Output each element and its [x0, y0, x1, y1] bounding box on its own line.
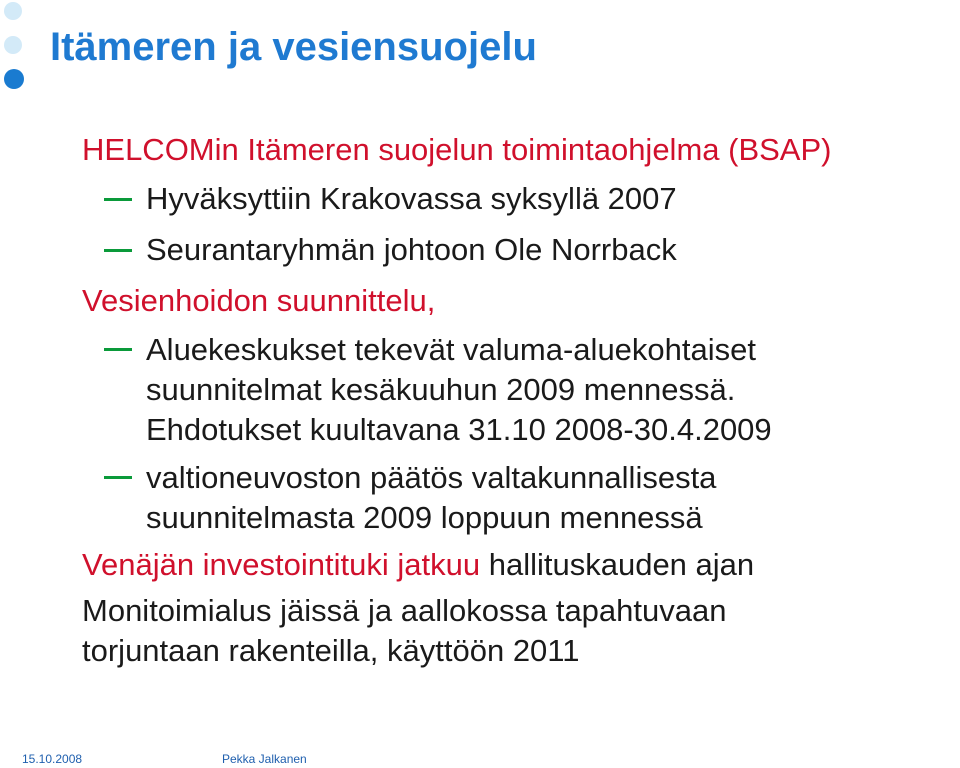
bullet-monitoimialus-line1: Monitoimialus jäissä ja aallokossa tapahtuvaan: [82, 593, 727, 628]
sub-bullet-aluekeskukset-line1: Aluekeskukset tekevät valuma-aluekohtaiset: [146, 332, 756, 367]
footer-date: 15.10.2008: [22, 752, 83, 766]
bullet-vesienhoito: Vesienhoidon suunnittelu,: [82, 283, 436, 318]
sub-bullet-norrback: Seurantaryhmän johtoon Ole Norrback: [146, 232, 677, 267]
sub-bullet-valtioneuvosto-line1: valtioneuvoston päätös valtakunnallisesta: [146, 460, 717, 495]
light-dot-icon: [4, 2, 22, 20]
light-dot-icon: [4, 36, 22, 54]
bullet-venaja-rest: hallituskauden ajan: [480, 547, 755, 582]
footer-author: Pekka Jalkanen: [222, 752, 307, 766]
dash-bullet-icon: [104, 476, 132, 479]
slide-title: Itämeren ja vesiensuojelu: [50, 25, 537, 69]
sub-bullet-valtioneuvosto-line2: suunnitelmasta 2009 loppuun mennessä: [146, 500, 703, 535]
bullet-venaja: [82, 545, 754, 585]
dash-bullet-icon: [104, 348, 132, 351]
dash-bullet-icon: [104, 249, 132, 252]
bullet-venaja-highlight: Venäjän investointituki jatkuu: [82, 547, 481, 582]
bullet-monitoimialus-line2: torjuntaan rakenteilla, käyttöön 2011: [82, 633, 580, 668]
decorative-dots: [0, 0, 40, 100]
blue-dot-icon: [4, 69, 24, 89]
bullet-helcom: HELCOMin Itämeren suojelun toimintaohjelma (BSAP): [82, 132, 832, 167]
sub-bullet-krakova: Hyväksyttiin Krakovassa syksyllä 2007: [146, 181, 677, 216]
sub-bullet-aluekeskukset-line2: suunnitelmat kesäkuuhun 2009 mennessä.: [146, 372, 736, 407]
dash-bullet-icon: [104, 198, 132, 201]
sub-bullet-aluekeskukset-line3: Ehdotukset kuultavana 31.10 2008-30.4.2009: [146, 412, 772, 447]
